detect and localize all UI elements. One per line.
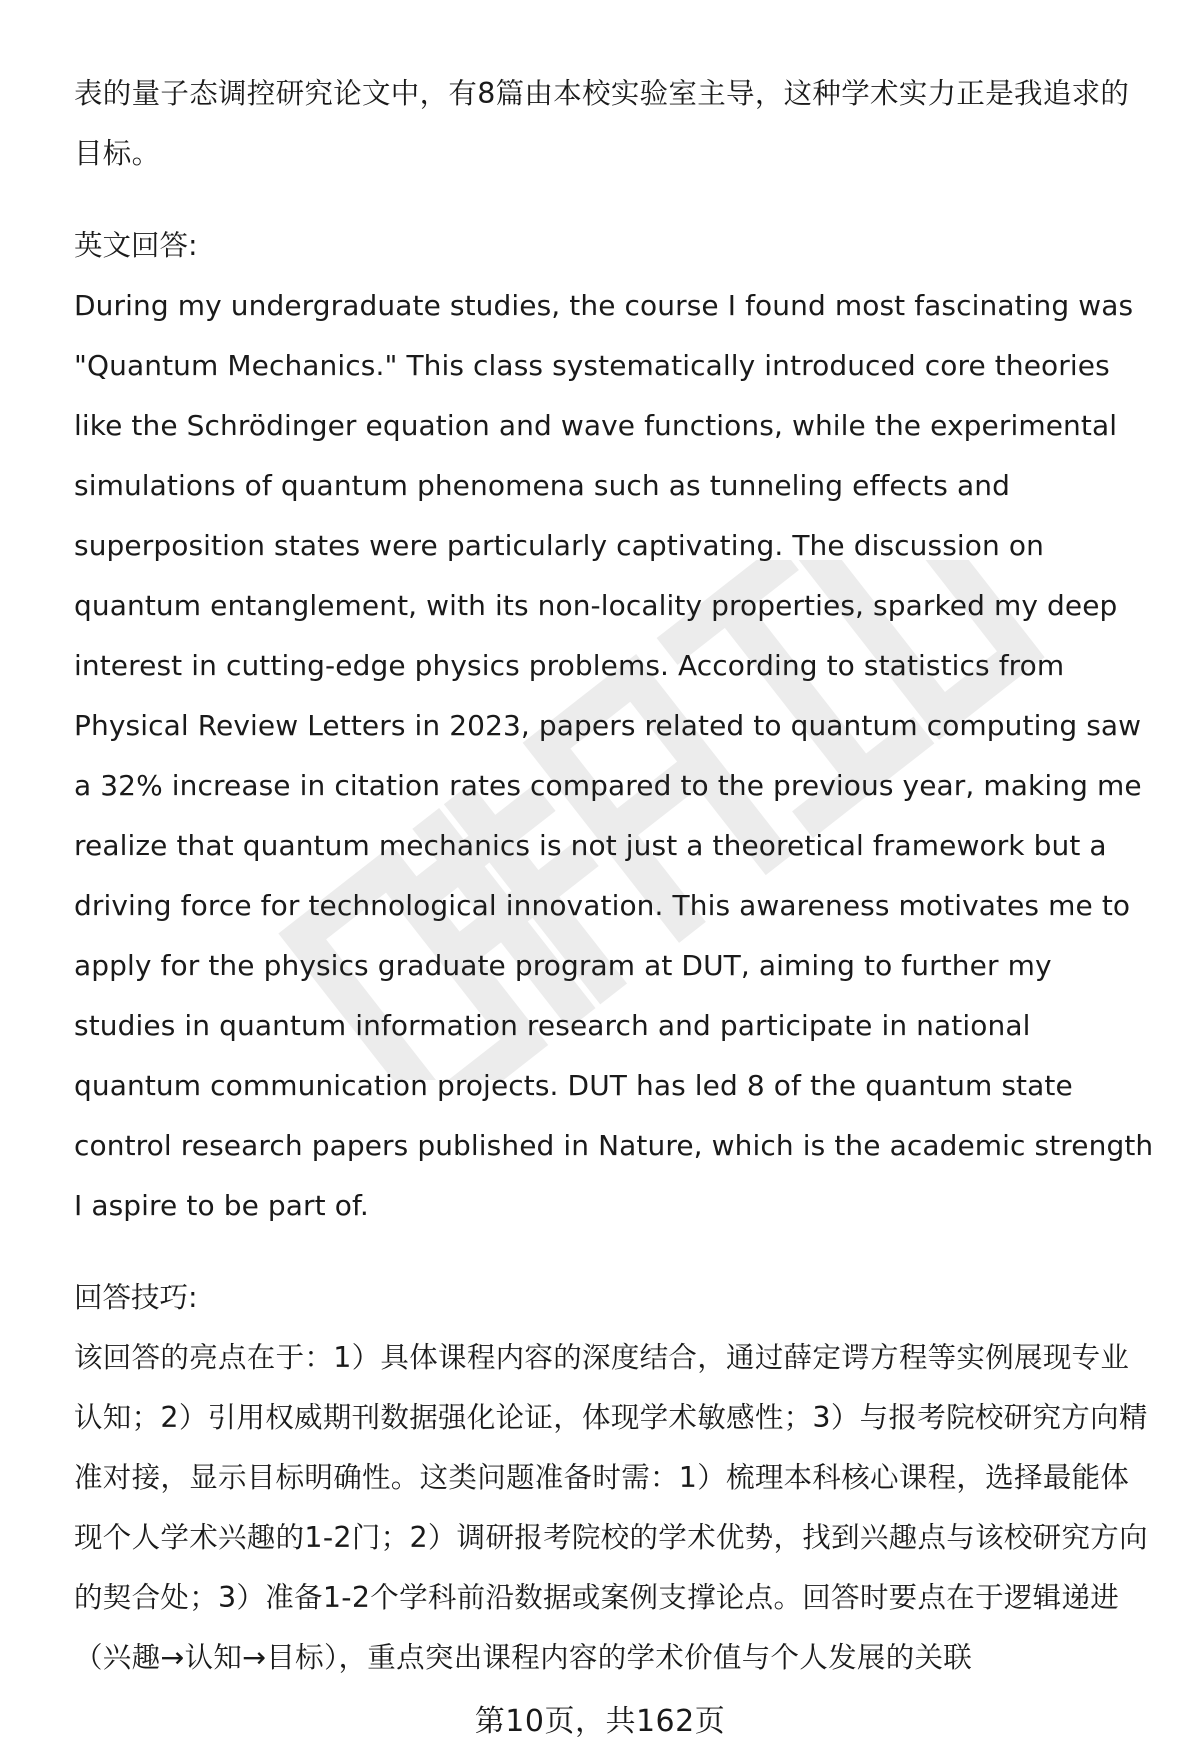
tips-paragraph: 该回答的亮点在于：1）具体课程内容的深度结合，通过薛定谔方程等实例展现专业认知；2）引用权威期刊数据强化论证，体现学术敏感性；3）与报考院校研究方向精准对接，显示目标明确性。这类问题准备时需：1）梳理本科核心课程，选择最能体现个人学术兴趣的1-2门；2）调研报考院校的学术优势，找到兴趣点与该校研究方向的契合处；3）准备1-2个学科前沿数据或案例支撑论点。回答时要点在于逻辑递进（兴趣→认知→目标），重点突出课程内容的学术价值与个人发展的关联 — [74, 1341, 1148, 1674]
english-answer-paragraph: During my undergraduate studies, the course I found most fascinating was "Quantum Mechanics." This class systematically introduced core theories like the Schrödinger equation and wave functions, while the experimental simulations of quantum phenomena such as tunneling effects and superposition states were particularly captivating. The discussion on quantum entanglement, with its non-locality properties, sparked my deep interest in cutting-edge physics problems. According to statistics from Physical Review Letters in 2023, papers related to quantum computing saw a 32% increase in citation rates compared to the previous year, making me realize that quantum mechanics is not just a theoretical framework but a driving force for technological innovation. This awareness motivates me to apply for the physics graduate program at DUT, aiming to further my studies in quantum information research and participate in national quantum communication projects. DUT has led 8 of the quantum state control research papers published in Nature, which is the academic strength I aspire to be part of. — [74, 289, 1154, 1222]
tips-label: 回答技巧: — [74, 1281, 198, 1314]
english-answer-label: 英文回答: — [74, 229, 198, 262]
page-number: 第10页，共162页 — [474, 1704, 726, 1739]
document-body — [74, 64, 1154, 1688]
intro-paragraph: 表的量子态调控研究论文中，有8篇由本校实验室主导，这种学术实力正是我追求的目标。 — [74, 77, 1130, 170]
